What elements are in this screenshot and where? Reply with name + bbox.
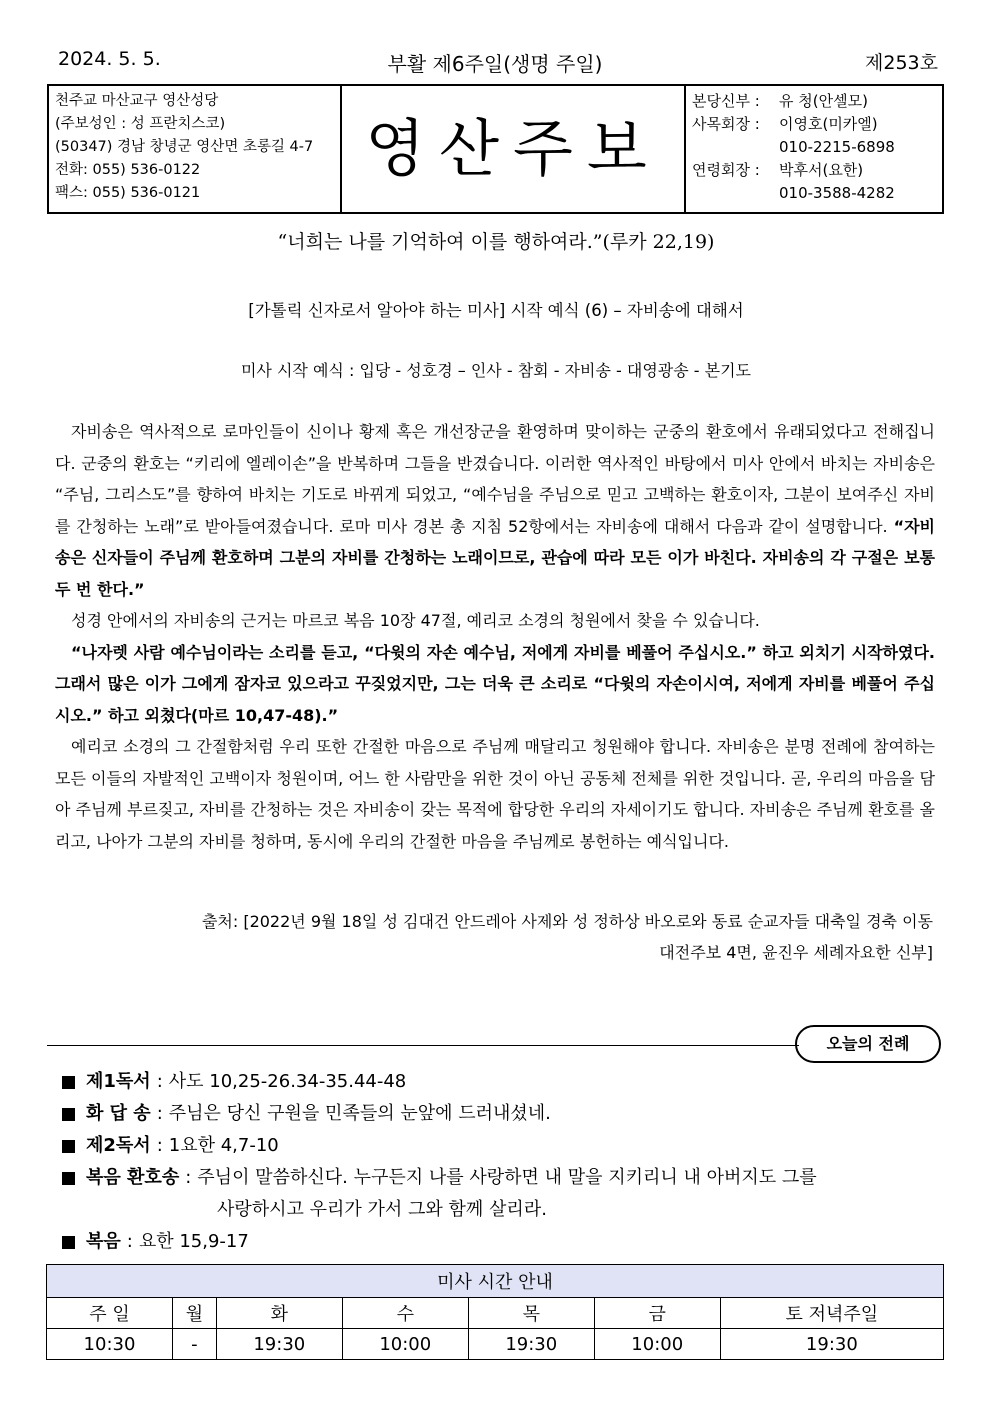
day-header: 월 <box>172 1298 216 1329</box>
readings-list <box>62 1066 942 1258</box>
sunday-title: 부활 제6주일(생명 주일) <box>387 52 603 76</box>
list-item: 제2독서 : 1요한 4,7-10 <box>62 1130 942 1162</box>
time-cell: 19:30 <box>720 1329 943 1360</box>
divider <box>47 1045 799 1046</box>
liturgy-badge: 오늘의 전례 <box>795 1025 941 1063</box>
council-name: 이영호(미카엘) <box>779 115 878 133</box>
paragraph: 예리코 소경의 그 간절함처럼 우리 또한 간절한 마음으로 주님께 매달리고 청원해야 합니다. 자비송은 분명 전례에 참여하는 모든 이들의 자발적인 고백이자 청원이며, 어느 한 사람만을 위한 것이 아닌 공동체 전체를 위한 것입니다. 곧, 우리의 마음을 담아 주님께 부르짖고, 자비를 간청하는 것은 자비송이 갖는 목적에 합당한 우리의 자세이기도 합니다. 자비송은 주님께 환호를 올리고, 나아가 그분의 자비를 청하며, 동시에 우리의 간절한 마음을 주님께로 봉헌하는 예식입니다. <box>55 737 935 851</box>
patron-saint: (주보성인 : 성 프란치스코) <box>55 116 226 132</box>
time-cell: 19:30 <box>216 1329 342 1360</box>
masthead <box>47 84 944 214</box>
paragraph <box>55 637 935 732</box>
staff-info <box>688 86 942 212</box>
top-line <box>50 48 940 78</box>
paragraph: 성경 안에서의 자비송의 근거는 마르코 복음 10장 47절, 예리코 소경의 청원에서 찾을 수 있습니다. <box>71 611 760 630</box>
pastor-name: 유 청(안셀모) <box>779 92 868 110</box>
table-caption: 미사 시간 안내 <box>47 1265 944 1298</box>
time-cell: 10:30 <box>47 1329 173 1360</box>
council-label: 사목회장 : <box>692 115 760 133</box>
day-header: 목 <box>468 1298 594 1329</box>
day-header: 토 저녁주일 <box>720 1298 943 1329</box>
square-bullet-icon <box>62 1172 75 1185</box>
square-bullet-icon <box>62 1108 75 1121</box>
bulletin-name: 영산주보 <box>342 86 686 212</box>
day-header: 화 <box>216 1298 342 1329</box>
time-cell: 10:00 <box>342 1329 468 1360</box>
day-header: 주 일 <box>47 1298 173 1329</box>
day-header: 수 <box>342 1298 468 1329</box>
issue-date: 2024. 5. 5. <box>58 48 161 70</box>
issue-number: 제253호 <box>865 52 938 74</box>
source-citation: 출처: [2022년 9월 18일 성 김대건 안드레아 사제와 성 정하상 바오로와 동료 순교자들 대축일 경축 이동 대전주보 4면, 윤진우 세례자요한 신부] <box>201 912 933 962</box>
list-item: 화 답 송 : 주님은 당신 구원을 민족들의 눈앞에 드러내셨네. <box>62 1098 942 1130</box>
list-item-continuation: 사랑하시고 우리가 가서 그와 함께 살리라. <box>217 1199 547 1220</box>
time-cell: 19:30 <box>468 1329 594 1360</box>
square-bullet-icon <box>62 1140 75 1153</box>
article-heading: [가톨릭 신자로서 알아야 하는 미사] 시작 예식 (6) – 자비송에 대해서 <box>248 301 744 320</box>
union-phone: 010-3588-4282 <box>779 184 895 202</box>
parish-info <box>49 86 342 212</box>
time-cell: - <box>172 1329 216 1360</box>
mass-times-table <box>46 1264 944 1360</box>
pastor-label: 본당신부 : <box>692 92 760 110</box>
bold-quote: “자비송은 신자들이 주님께 환호하며 그분의 자비를 간청하는 노래이므로, 관습에 따라 모든 이가 바친다. 자비송의 각 구절은 보통 두 번 한다.” <box>55 516 935 599</box>
parish-fax: 팩스: 055) 536-0121 <box>55 185 201 201</box>
parish-address: (50347) 경남 창녕군 영산면 초롱길 4-7 <box>55 139 314 155</box>
bold-quote: “나자렛 사람 예수님이라는 소리를 듣고, “다윗의 자손 예수님, 저에게 자비를 베풀어 주십시오.” 하고 외치기 시작하였다. 그래서 많은 이가 그에게 잠자코 있으라고 꾸짖었지만, 그는 더욱 큰 소리로 “다윗의 자손이시여, 저에게 자비를 베풀어 주십시오.” 하고 외쳤다(마르 10,47-48).” <box>55 642 935 725</box>
square-bullet-icon <box>62 1236 75 1249</box>
list-item: 복음 : 요한 15,9-17 <box>62 1226 942 1258</box>
time-cell: 10:00 <box>594 1329 720 1360</box>
day-header: 금 <box>594 1298 720 1329</box>
paragraph: 자비송은 역사적으로 로마인들이 신이나 황제 혹은 개선장군을 환영하며 맞이하는 군중의 환호에서 유래되었다고 전해집니다. 군중의 환호는 “키리에 엘레이손”을 반복하며 그들을 반겼습니다. 이러한 역사적인 바탕에서 미사 안에서 바치는 자비송은 “주님, 그리스도”를 향하여 바치는 기도로 바뀌게 되었고, “예수님을 주님으로 믿고 고백하는 환호이자, 그분이 보여주신 자비를 간청하는 노래”로 받아들여졌습니다. 로마 미사 경본 총 지침 52항에서는 자비송에 대해서 다음과 같이 설명합니다. “자비송은 신자들이 주님께 환호하며 그분의 자비를 간청하는 노래이므로, 관습에 따라 모든 이가 바친다. 자비송의 각 구절은 보통 두 번 한다.” <box>55 422 935 599</box>
list-item: 제1독서 : 사도 10,25-26.34-35.44-48 <box>62 1066 942 1098</box>
article-body <box>55 416 935 857</box>
council-phone: 010-2215-6898 <box>779 138 895 156</box>
parish-name: 천주교 마산교구 영산성당 <box>55 93 219 109</box>
union-label: 연령회장 : <box>692 161 760 179</box>
parish-phone: 전화: 055) 536-0122 <box>55 162 201 178</box>
square-bullet-icon <box>62 1076 75 1089</box>
rite-order: 미사 시작 예식 : 입당 - 성호경 – 인사 - 참회 - 자비송 - 대영광송 - 본기도 <box>240 361 752 380</box>
union-name: 박후서(요한) <box>779 161 864 179</box>
list-item: 복음 환호송 : 주님이 말씀하신다. 누구든지 나를 사랑하면 내 말을 지키리니 내 아버지도 그를 <box>62 1162 942 1194</box>
scripture-quote: “너희는 나를 기억하여 이를 행하여라.”(루카 22,19) <box>277 231 715 253</box>
